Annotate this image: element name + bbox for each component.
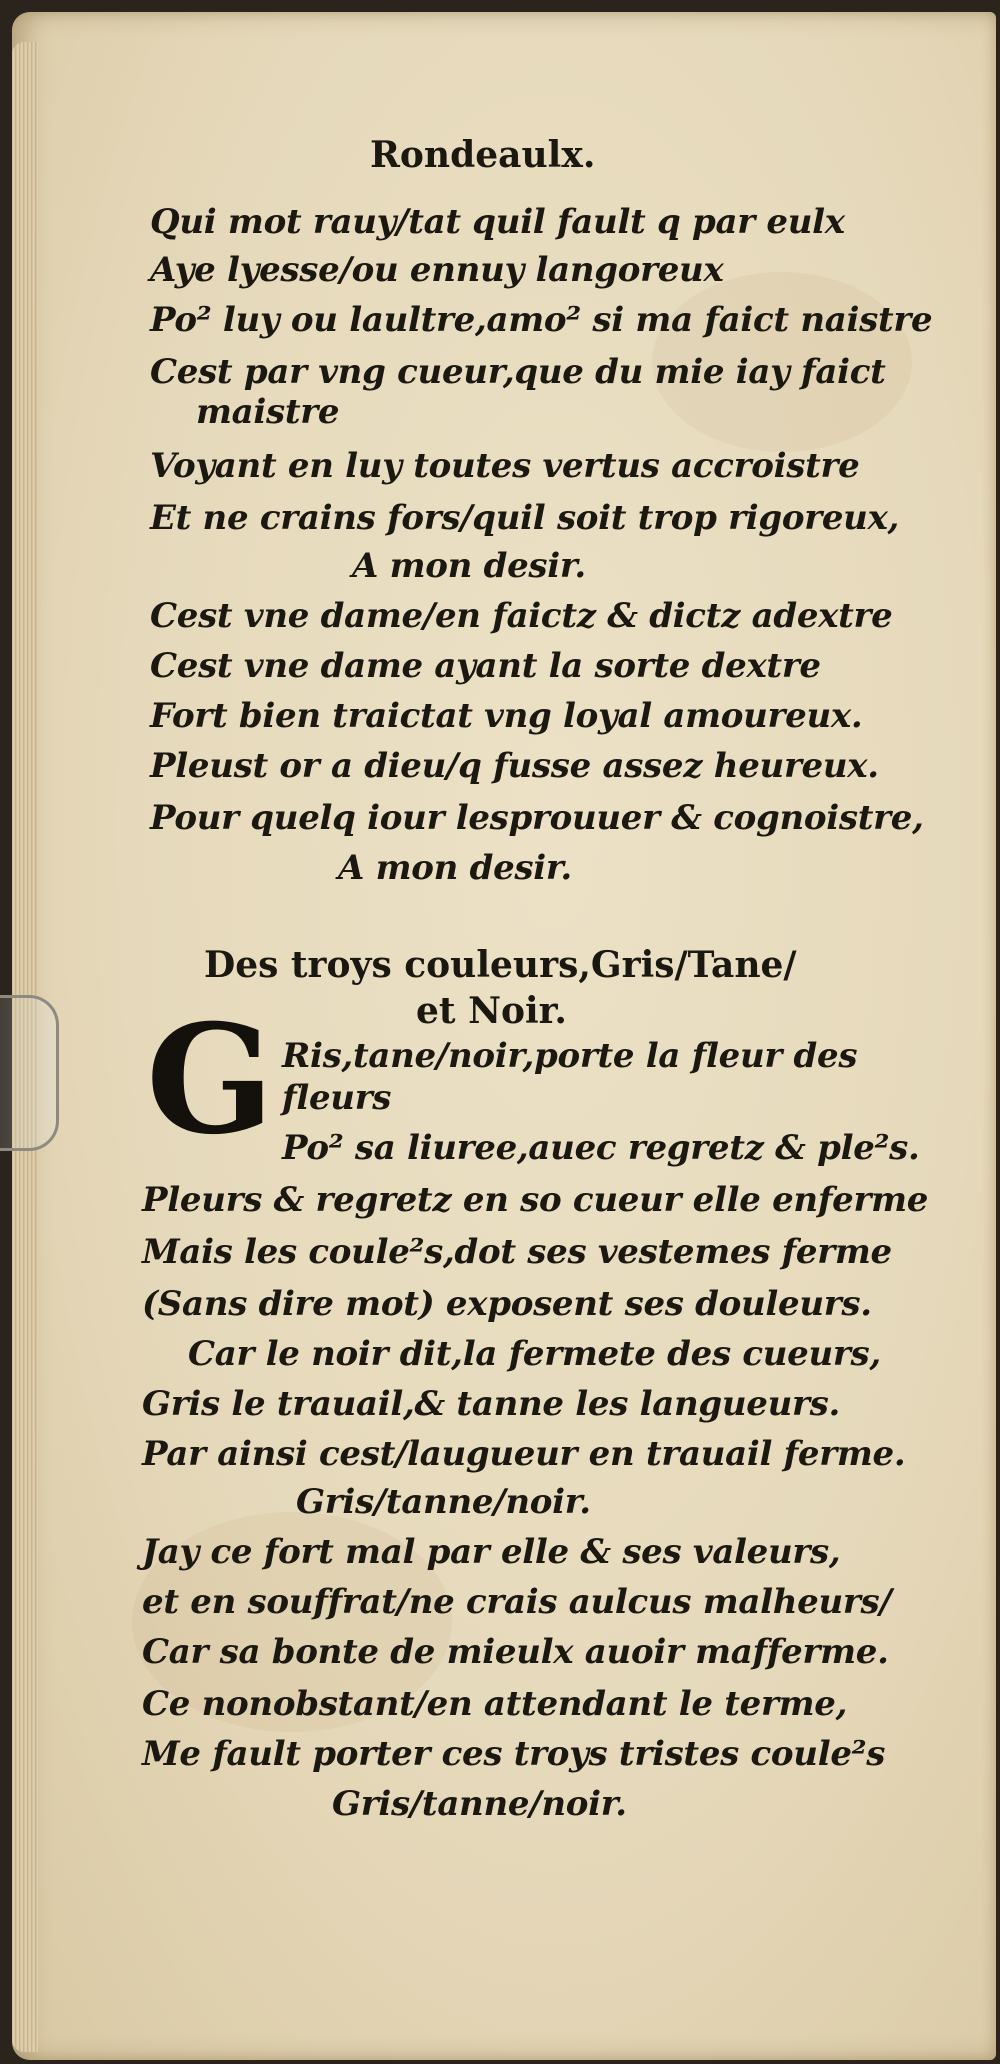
refrain-line: A mon desir. [338,848,572,888]
verse-line: Par ainsi cest/laugueur en trauail ferme. [142,1434,906,1474]
verse-line: Fort bien traictat vng loyal amoureux. [150,696,863,736]
verse-line: Po² luy ou laultre,amo² si ma faict naistre [150,300,933,340]
verse-line: Me fault porter ces troys tristes coule²s [142,1734,886,1774]
verse-line: Jay ce fort mal par elle & ses valeurs, [142,1532,841,1572]
verse-line: Mais les coule²s,dot ses vestemes ferme [142,1232,892,1272]
verse-line: Ce nonobstant/en attendant le terme, [142,1684,848,1724]
rondeau-title: Rondeaulx. [370,134,596,176]
verse-line: Ris,tane/noir,porte la fleur des [282,1036,858,1076]
verse-line: Cest vne dame/en faictz & dictz adextre [150,596,893,636]
verse-line: Pour quelq iour lesprouuer & cognoistre, [150,798,924,838]
verse-line: Qui mot rauy/tat quil fault q par eulx [150,202,845,242]
refrain-line: Gris/tanne/noir. [296,1482,591,1522]
verse-line: (Sans dire mot) exposent ses douleurs. [142,1284,872,1324]
verse-line: Et ne crains fors/quil soit trop rigoreux, [150,498,900,538]
verse-line: Voyant en luy toutes vertus accroistre [150,446,860,486]
verse-line: Cest vne dame ayant la sorte dextre [150,646,821,686]
verse-line: Cest par vng cueur,que du mie iay faict [150,352,886,392]
verse-line: Pleurs & regretz en so cueur elle enferme [142,1180,929,1220]
drop-cap: G [146,992,275,1168]
verse-line: Car sa bonte de mieulx auoir mafferme. [142,1632,889,1672]
verse-line: Pleust or a dieu/q fusse assez heureux. [150,746,879,786]
verse-line: Car le noir dit,la fermete des cueurs, [188,1334,881,1374]
couleurs-title: Des troys couleurs,Gris/Tane/ [204,944,797,986]
verse-line: Gris le trauail,& tanne les langueurs. [142,1384,841,1424]
verse-line: Po² sa liuree,auec regretz & ple²s. [282,1128,920,1168]
verse-line: maistre [196,392,340,432]
refrain-line: Gris/tanne/noir. [332,1784,627,1824]
verse-line: fleurs [282,1078,392,1118]
verse-line: Aye lyesse/ou ennuy langoreux [150,250,724,290]
couleurs-title-cont: et Noir. [416,990,567,1032]
verse-line: et en souffrat/ne crais aulcus malheurs/ [142,1582,892,1622]
refrain-line: A mon desir. [352,546,586,586]
